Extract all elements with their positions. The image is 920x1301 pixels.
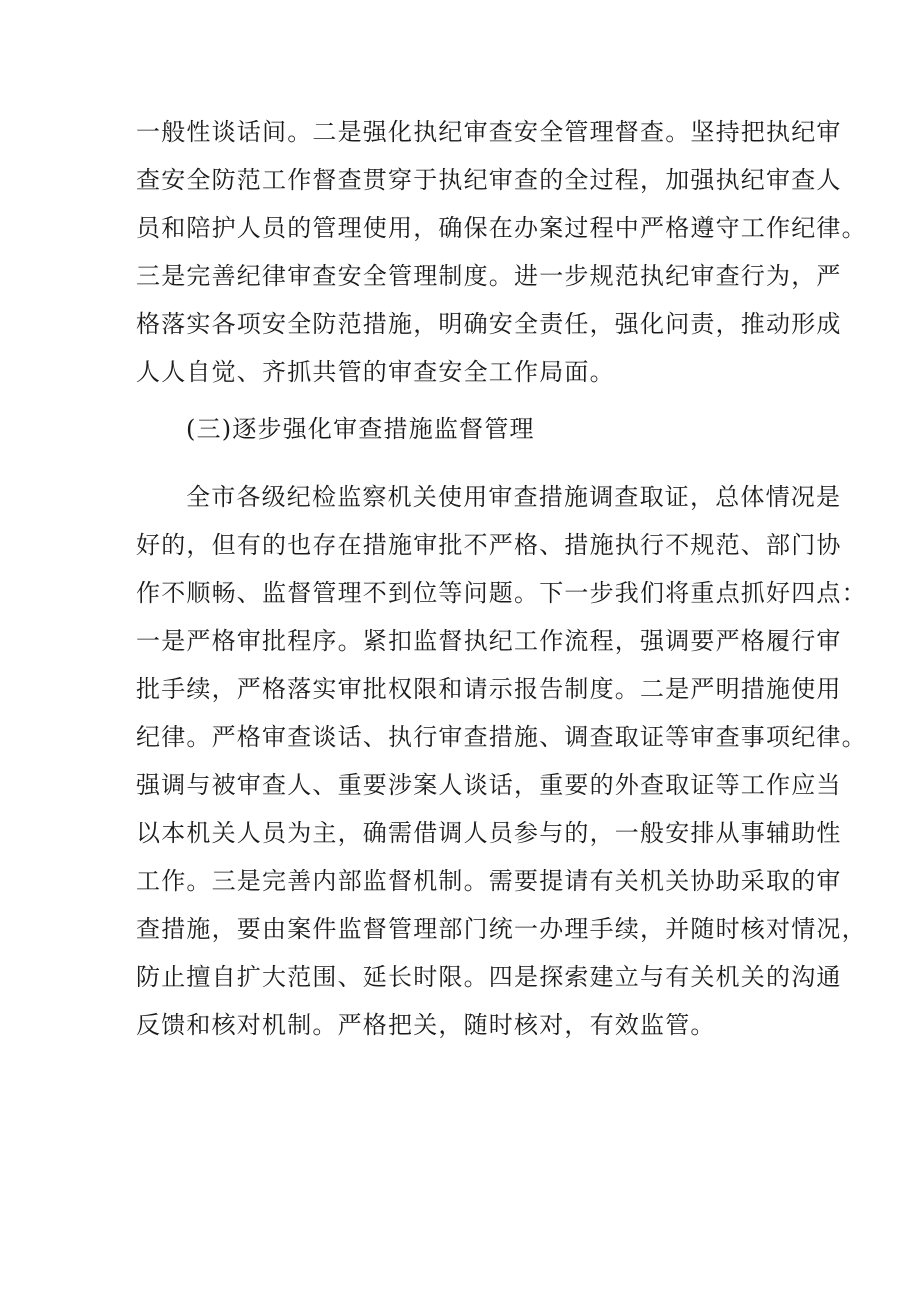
paragraph-line: 防止擅自扩大范围、延长时限。四是探索建立与有关机关的沟通 (136, 963, 842, 991)
paragraph-line: 员和陪护人员的管理使用，确保在办案过程中严格遵守工作纪律。 (136, 214, 867, 242)
paragraph-line: 人人自觉、齐抓共管的审查安全工作局面。 (136, 358, 615, 386)
paragraph-line: 强调与被审查人、重要涉案人谈话，重要的外查取证等工作应当 (136, 771, 842, 799)
paragraph-line: 纪律。严格审查谈话、执行审查措施、调查取证等审查事项纪律。 (136, 723, 867, 751)
paragraph-line: 查安全防范工作督查贯穿于执纪审查的全过程，加强执纪审查人 (136, 166, 842, 194)
paragraph-line: 工作。三是完善内部监督机制。需要提请有关机关协助采取的审 (136, 867, 842, 895)
paragraph-line: 一般性谈话间。二是强化执纪审查安全管理督查。坚持把执纪审 (136, 118, 842, 146)
paragraph-line: 好的，但有的也存在措施审批不严格、措施执行不规范、部门协 (136, 531, 842, 559)
paragraph-line: 全市各级纪检监察机关使用审查措施调查取证，总体情况是 (186, 483, 842, 511)
paragraph-line: 查措施，要由案件监督管理部门统一办理手续，并随时核对情况， (136, 915, 867, 943)
paragraph-line: 以本机关人员为主，确需借调人员参与的，一般安排从事辅助性 (136, 819, 842, 847)
paragraph-line: 三是完善纪律审查安全管理制度。进一步规范执纪审查行为，严 (136, 262, 842, 290)
paragraph-line: 一是严格审批程序。紧扣监督执纪工作流程，强调要严格履行审 (136, 627, 842, 655)
paragraph-line: 反馈和核对机制。严格把关，随时核对，有效监管。 (136, 1011, 716, 1039)
paragraph-line: 格落实各项安全防范措施，明确安全责任，强化问责，推动形成 (136, 310, 842, 338)
section-heading: (三)逐步强化审查措施监督管理 (186, 415, 535, 443)
paragraph-line: 作不顺畅、监督管理不到位等问题。下一步我们将重点抓好四点： (136, 579, 867, 607)
paragraph-line: 批手续，严格落实审批权限和请示报告制度。二是严明措施使用 (136, 675, 842, 703)
